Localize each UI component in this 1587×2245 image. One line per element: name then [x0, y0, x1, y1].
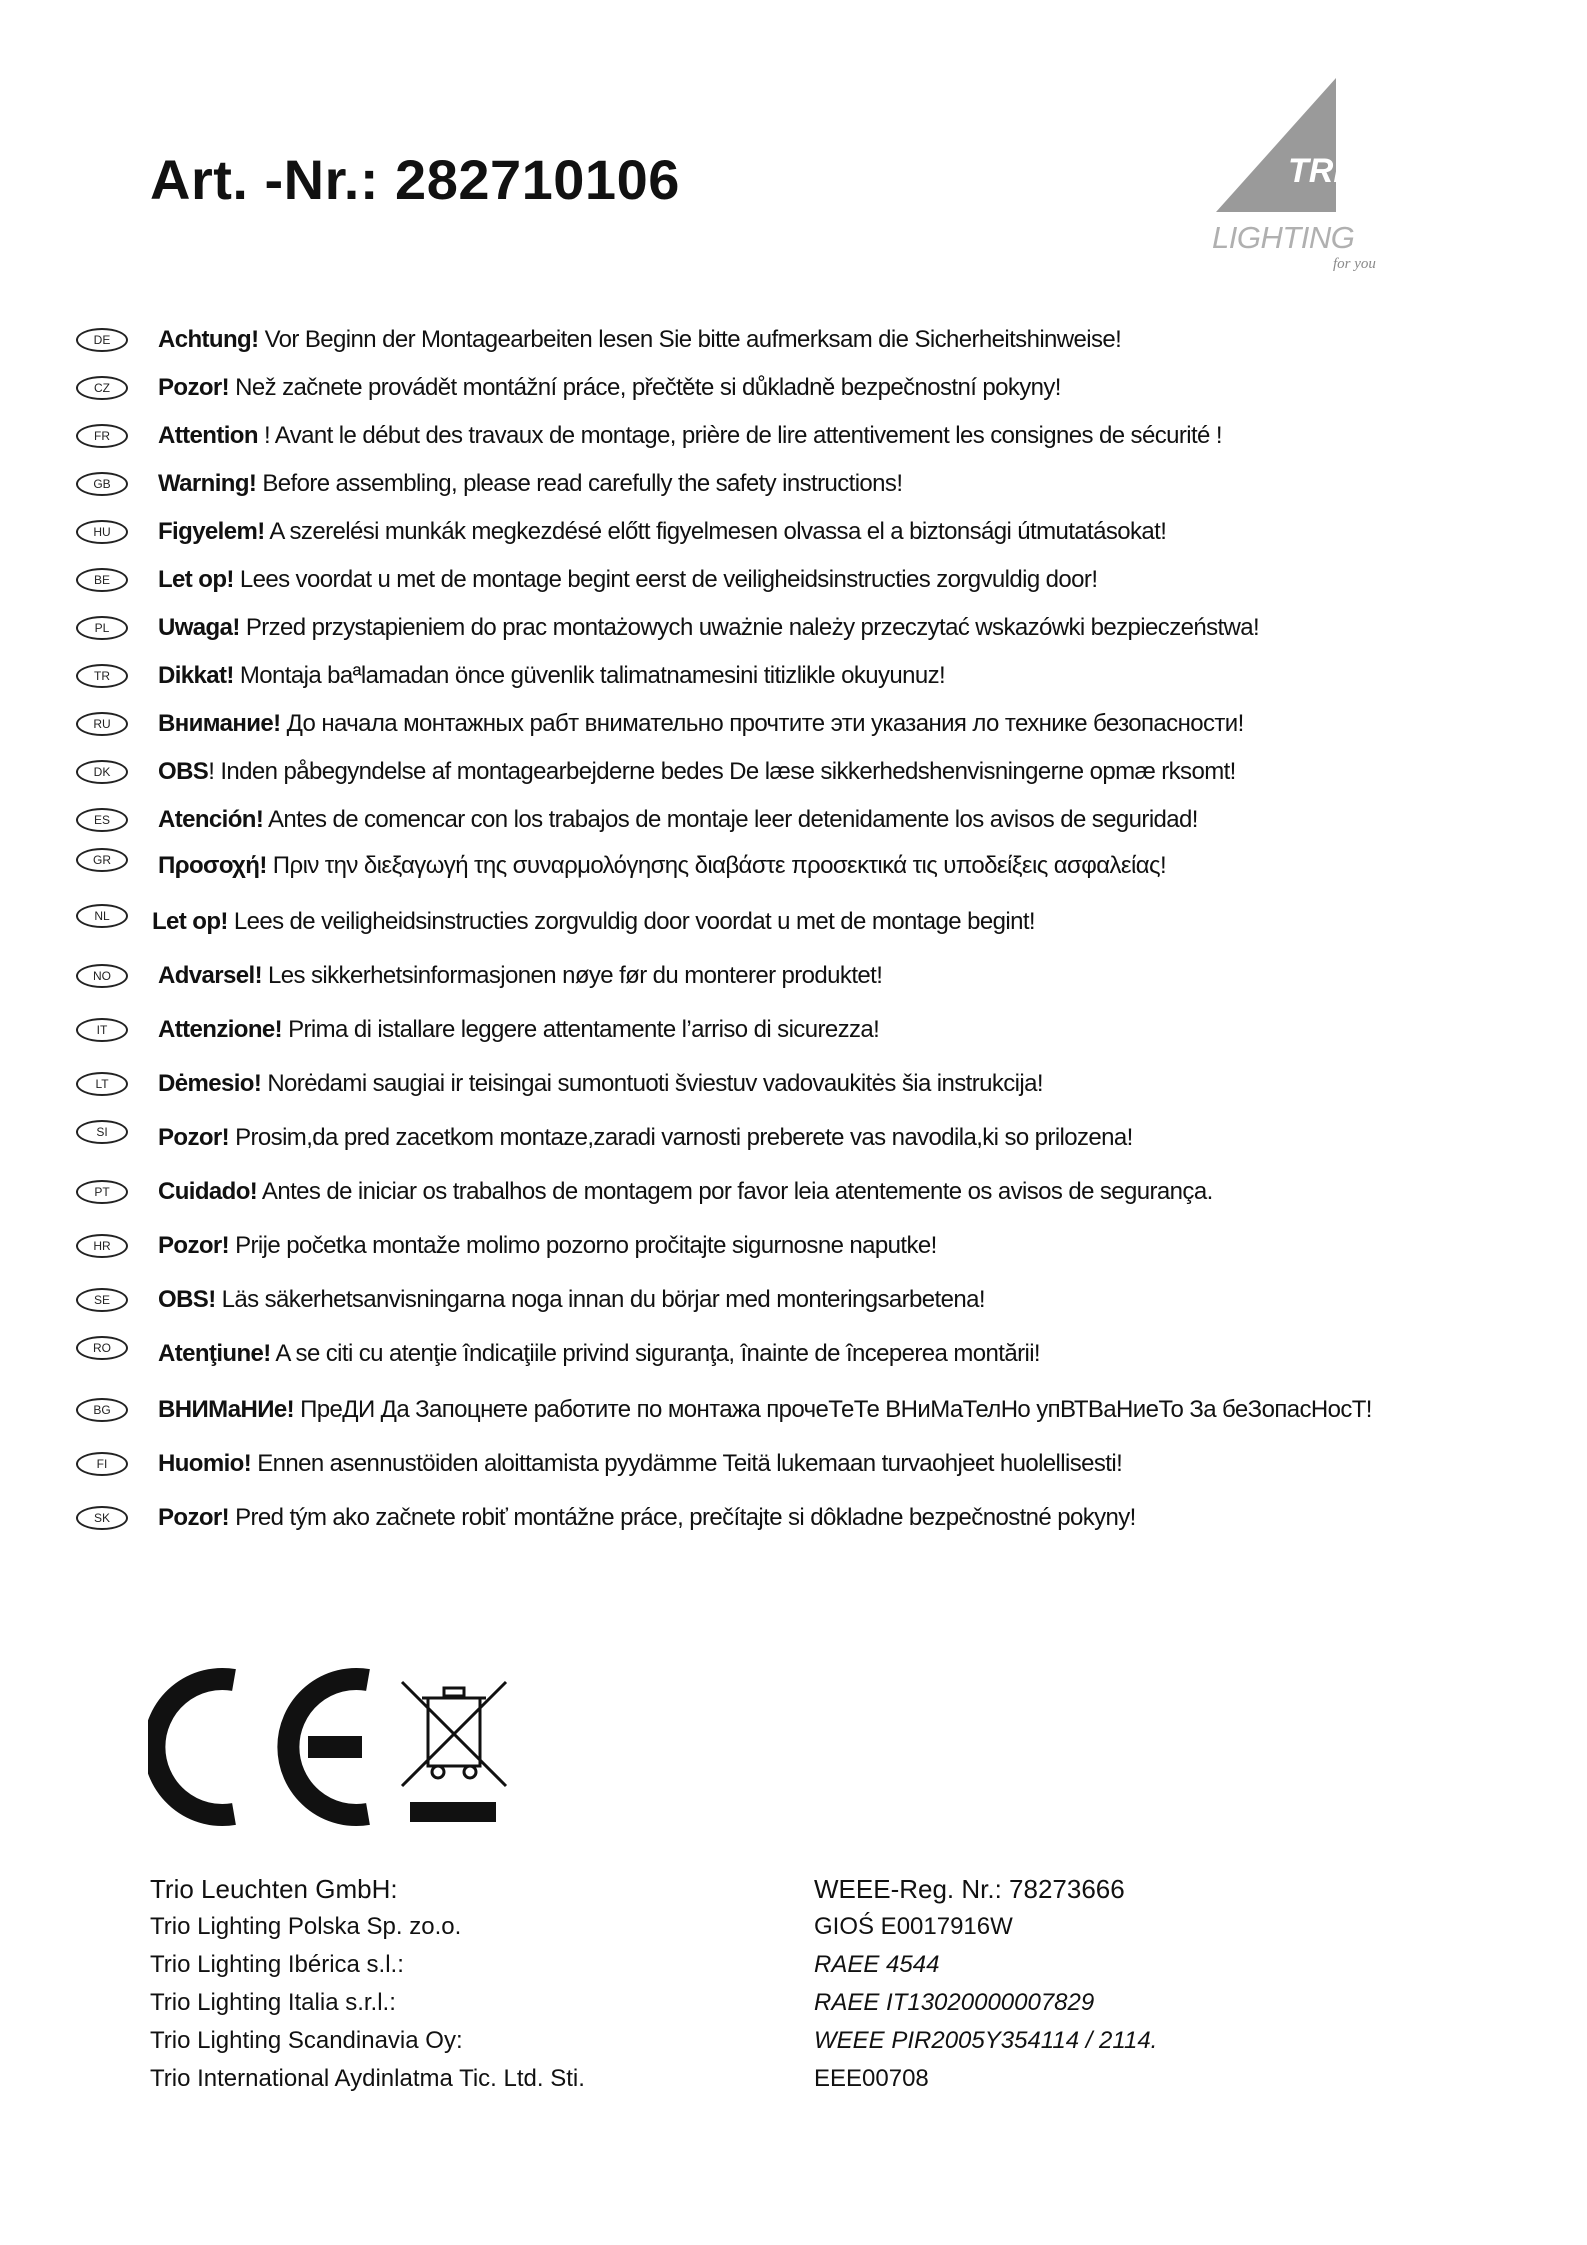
warning-heading: Atención! [158, 806, 264, 833]
warning-heading: Huomio! [158, 1450, 252, 1477]
registration-number: WEEE PIR2005Y354114 / 2114. [814, 2027, 1158, 2054]
warning-row-gb [0, 466, 1587, 506]
warning-row-hu [0, 514, 1587, 554]
warning-text [158, 802, 1198, 838]
warning-text [158, 466, 902, 502]
country-code-badge: DE [76, 328, 128, 352]
warning-heading: Внимание! [158, 710, 281, 737]
warning-heading: Cuidado! [158, 1178, 258, 1205]
warning-row-pt [0, 1174, 1587, 1214]
warning-heading: ВНИМаНИе! [158, 1396, 295, 1423]
warning-message: Lees de veiligheidsinstructies zorgvuldig door voordat u met de montage begint! [227, 908, 1035, 935]
warning-row-se [0, 1282, 1587, 1322]
warning-heading: Attention [158, 422, 258, 449]
country-code-badge: SI [76, 1120, 128, 1144]
warning-text [158, 848, 1166, 884]
logo-lighting: LIGHTING [1212, 220, 1355, 255]
registration-number: EEE00708 [814, 2065, 929, 2092]
country-code-badge: PT [76, 1180, 128, 1204]
logo-brand: TRIO [1288, 152, 1370, 190]
weee-bin-icon [402, 1682, 506, 1822]
warning-message: Norėdami saugiai ir teisingai sumontuoti šviestuv vadovaukitės šia instrukcija! [261, 1070, 1043, 1097]
warning-message: Prosim,da pred zacetkom montaze,zaradi varnosti preberete vas navodila,ki so prilozena! [229, 1124, 1133, 1151]
warning-message: Než začnete provádět montážní práce, přečtěte si důkladně bezpečnostní pokyny! [229, 374, 1061, 401]
warning-row-fr [0, 418, 1587, 458]
warning-message: Montaja baªlamadan önce güvenlik talimatnamesini titizlikle okuyunuz! [233, 662, 946, 689]
country-code-badge: HU [76, 520, 128, 544]
country-code-badge: SE [76, 1288, 128, 1312]
warning-text [158, 322, 1121, 358]
warning-row-be [0, 562, 1587, 602]
country-code-badge: NO [76, 964, 128, 988]
warning-row-pl [0, 610, 1587, 650]
warning-row-nl [0, 904, 1587, 944]
warning-message: Les sikkerhetsinformasjonen nøye før du monterer produktet! [261, 962, 883, 989]
warning-text [158, 706, 1244, 742]
country-code-badge: GR [76, 848, 128, 872]
warning-row-cz [0, 370, 1587, 410]
warning-text [158, 1336, 1040, 1372]
warning-message: Before assembling, please read carefully the safety instructions! [256, 470, 903, 497]
warning-row-ru [0, 706, 1587, 746]
certification-marks [148, 1660, 518, 1835]
warning-heading: Figyelem! [158, 518, 265, 545]
warning-heading: Warning! [158, 470, 257, 497]
warning-message: До начала монтажных рабт внимательно прочтите эти указания ло технике безопасности! [280, 710, 1244, 737]
warning-row-it [0, 1012, 1587, 1052]
warning-text [158, 658, 945, 694]
warning-heading: Attenzione! [158, 1016, 283, 1043]
warning-heading: OBS! [158, 1286, 216, 1313]
warning-row-tr [0, 658, 1587, 698]
warning-message: Antes de comencar con los trabajos de montaje leer detenidamente los avisos de seguridad! [263, 806, 1198, 833]
country-code-badge: NL [76, 904, 128, 928]
registration-number: GIOŚ E0017916W [814, 1913, 1013, 1940]
warning-text [158, 1228, 937, 1264]
country-code-badge: BE [76, 568, 128, 592]
company-name: Trio Leuchten GmbH: [150, 1874, 398, 1904]
warning-row-gr [0, 848, 1587, 888]
warning-message: Πριν την διεξαγωγή της συναρμολόγησης διαβάστε προσεκτικά τις υποδείξεις ασφαλείας! [266, 852, 1167, 879]
company-name: Trio International Aydinlatma Tic. Ltd. Sti. [150, 2065, 585, 2092]
warning-text [158, 1282, 985, 1318]
warning-heading: Let op! [158, 566, 234, 593]
warning-text [158, 1392, 1372, 1428]
country-code-badge: DK [76, 760, 128, 784]
warning-message: Vor Beginn der Montagearbeiten lesen Sie bitte aufmerksam die Sicherheitshinweise! [258, 326, 1122, 353]
country-code-badge: LT [76, 1072, 128, 1096]
warning-heading: Pozor! [158, 374, 230, 401]
warning-row-no [0, 958, 1587, 998]
warning-text [158, 370, 1061, 406]
country-code-badge: FR [76, 424, 128, 448]
warning-message: Antes de iniciar os trabalhos de montagem por favor leia atentemente os avisos de segurança. [257, 1178, 1213, 1205]
company-name: Trio Lighting Polska Sp. zo.o. [150, 1913, 462, 1940]
warning-row-de [0, 322, 1587, 362]
country-code-badge: RO [76, 1336, 128, 1360]
warning-text [158, 958, 882, 994]
registration-number: WEEE-Reg. Nr.: 78273666 [814, 1874, 1125, 1904]
country-code-badge: ES [76, 808, 128, 832]
warning-heading: Achtung! [158, 326, 259, 353]
warning-heading: Uwaga! [158, 614, 240, 641]
country-code-badge: RU [76, 712, 128, 736]
warning-message: Pred tým ako začnete robiť montážne práce, prečítajte si dôkladne bezpečnostné pokyny! [229, 1504, 1136, 1531]
warning-message: Läs säkerhetsanvisningarna noga innan du börjar med monteringsarbetena! [215, 1286, 985, 1313]
warning-text [158, 562, 1097, 598]
warning-message: Lees voordat u met de montage begint eerst de veiligheidsinstructies zorgvuldig door! [233, 566, 1098, 593]
country-code-badge: SK [76, 1506, 128, 1530]
warning-heading: Pozor! [158, 1504, 230, 1531]
warning-heading: Dėmesio! [158, 1070, 262, 1097]
warning-text [152, 904, 1035, 940]
warning-heading: Pozor! [158, 1232, 230, 1259]
warning-message: Prije početka montaže molimo pozorno pročitajte sigurnosne naputke! [229, 1232, 937, 1259]
warning-text [158, 610, 1259, 646]
country-code-badge: BG [76, 1398, 128, 1422]
warning-text [158, 1120, 1133, 1156]
registrations-list [814, 1870, 1157, 2098]
warning-text [158, 1174, 1213, 1210]
warning-heading: Dikkat! [158, 662, 234, 689]
companies-list [150, 1870, 585, 2098]
warning-row-ro [0, 1336, 1587, 1376]
warning-heading: Προσοχή! [158, 852, 267, 879]
document-title: Art. -Nr.: 282710106 [150, 148, 680, 211]
country-code-badge: TR [76, 664, 128, 688]
warning-heading: Let op! [152, 908, 228, 935]
company-name: Trio Lighting Scandinavia Oy: [150, 2027, 463, 2054]
country-code-badge: CZ [76, 376, 128, 400]
warning-text [158, 1446, 1122, 1482]
warning-text [158, 1500, 1136, 1536]
warning-message: ПреДИ Да Запоцнете работите по монтажа прочеТеТе ВНиМаТелНо упВТВаНиеТо За беЗопасНосТ! [294, 1396, 1372, 1423]
warning-row-hr [0, 1228, 1587, 1268]
warning-text [158, 754, 1236, 790]
ce-mark-icon [154, 1679, 368, 1815]
warning-heading: Advarsel! [158, 962, 262, 989]
warning-text [158, 1012, 879, 1048]
warning-row-dk [0, 754, 1587, 794]
warning-text [158, 1066, 1043, 1102]
company-name: Trio Lighting Ibérica s.l.: [150, 1951, 404, 1978]
warning-row-lt [0, 1066, 1587, 1106]
warning-row-bg [0, 1392, 1587, 1432]
warning-message: Prima di istallare leggere attentamente l’arriso di sicurezza! [282, 1016, 880, 1043]
warning-message: A szerelési munkák megkezdésé előtt figyelmesen olvassa el a biztonsági útmutatásokat! [264, 518, 1167, 545]
warning-row-si [0, 1120, 1587, 1160]
warning-message: ! Avant le début des travaux de montage, prière de lire attentivement les consignes de sécurité ! [257, 422, 1222, 449]
country-code-badge: IT [76, 1018, 128, 1042]
warning-message: Ennen asennustöiden aloittamista pyydämme Teitä lukemaan turvaohjeet huolellisesti! [251, 1450, 1123, 1477]
warning-heading: Pozor! [158, 1124, 230, 1151]
warning-heading: OBS [158, 758, 209, 785]
company-name: Trio Lighting Italia s.r.l.: [150, 1989, 396, 2016]
warning-message: Przed przystapieniem do prac montażowych uważnie należy przeczytać wskazówki bezpieczeństwa! [239, 614, 1260, 641]
country-code-badge: FI [76, 1452, 128, 1476]
warning-heading: Atenţiune! [158, 1340, 271, 1367]
warning-message: ! Inden påbegyndelse af montagearbejderne bedes De læse sikkerhedshenvisningerne opmæ rksomt! [208, 758, 1236, 785]
country-code-badge: PL [76, 616, 128, 640]
logo-for-you: for you [1333, 256, 1376, 272]
registration-number: RAEE 4544 [814, 1951, 940, 1978]
warning-message: A se citi cu atenţie îndicaţiile privind siguranţa, înainte de începerea montării! [270, 1340, 1040, 1367]
country-code-badge: GB [76, 472, 128, 496]
warning-row-sk [0, 1500, 1587, 1540]
warning-row-fi [0, 1446, 1587, 1486]
warning-row-es [0, 802, 1587, 842]
country-code-badge: HR [76, 1234, 128, 1258]
registration-number: RAEE IT13020000007829 [814, 1989, 1095, 2016]
warning-text [158, 418, 1222, 454]
warning-text [158, 514, 1166, 550]
